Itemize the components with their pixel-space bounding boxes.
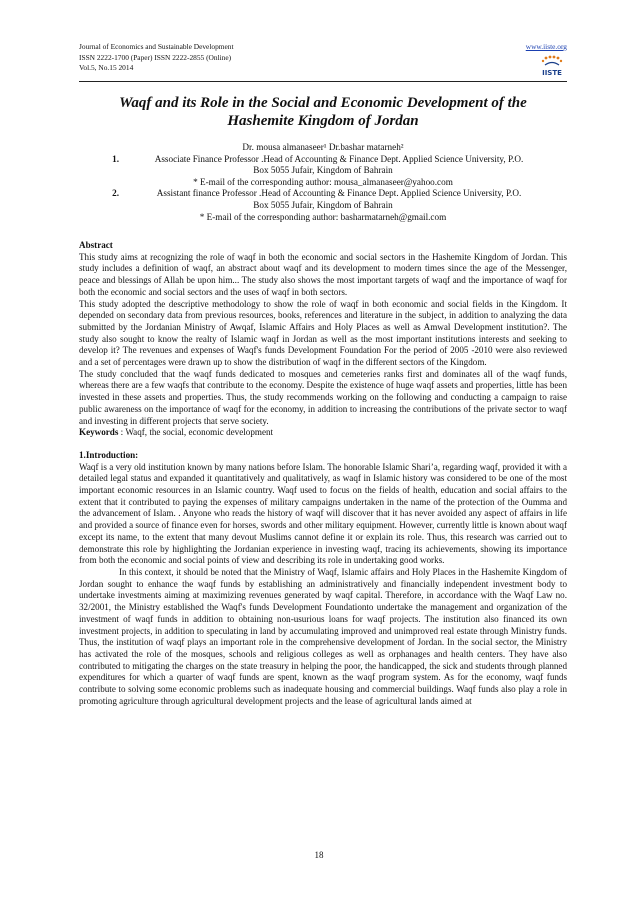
keywords-text: : Waqf, the social, economic development [118, 427, 274, 438]
issn-line: ISSN 2222-1700 (Paper) ISSN 2222-2855 (Online) [79, 52, 232, 62]
paper-title [79, 94, 567, 130]
logo-wordmark: IISTE [542, 69, 562, 77]
paper-title-line-2: Hashemite Kingdom of Jordan [227, 113, 419, 129]
introduction-paragraph-2: In this context, it should be noted that the Ministry of Waqf, Islamic affairs and Holy Places in the Hashemite Kingdom of Jordan sought to enhance the waqf funds by establishing an administratively and financially independent investment body to undertake investments aiming at maximizing revenues generated by waqf capital. Therefore, in accordance with the Waqf Law no. 32/2001, the Ministry established the Waqf's funds Development Foundationto undertake the management and organization of the investment of waqf funds in addition to obtaining non-usurious loans for waqf projects. The institution also financed its own investment projects, in addition to speculating in land by accumulating improved and unimproved real estate through Ministry funds. Thus, the institution of waqf plays an important role in the comprehensive development of Jordan. In the social sector, the Ministry has activated the role of the mosques, schools and religious colleges as well as orphanages and health centers. They have also contributed to mitigating the charges on the state treasury in helping the poor, the handicapped, the sick and students through planned expenditures for which a quarter of waqf funds are spent, known as the waqf program system. As for the economy, waqf funds contribute to solving some economic problems such as inadequate housing and commercial buildings. Waqf funds also play a role in promoting agriculture through agricultural development projects and the lease of agricultural lands aimed at [79, 566, 567, 706]
affiliation-1 [79, 154, 567, 166]
page-number: 18 [314, 850, 324, 860]
journal-header [79, 42, 234, 74]
affiliation-1-line-1: Associate Finance Professor .Head of Accounting & Finance Dept. Applied Science University, P.O. [154, 153, 524, 164]
paper-body [79, 240, 567, 707]
author-block [79, 142, 567, 223]
keywords [79, 427, 567, 439]
abstract-paragraph-2: This study adopted the descriptive methodology to show the role of waqf in both economic and social fields in the Kingdom. It depended on secondary data from previous resources, books, references and literature in the subject, in addition to analyzing the data submitted by the Jordanian Ministry of Awqaf, Islamic Affairs and Holy Places as well as Amwal Development institution?. The study also sought to know the realty of Islamic waqf in Jordan as well as the most important institutions interests and seeking to develop it? The revenues and expenses of Waqf's funds Development Foundation For the period of 2005 -2010 were also reviewed and a set of percentages were drawn up to show the distribution of waqf in the different sectors of the Kingdom. [79, 298, 567, 368]
affiliation-2-number: 2. [112, 188, 119, 199]
iiste-logo [537, 55, 567, 77]
keywords-label: Keywords [79, 427, 119, 438]
paper-title-line-1: Waqf and its Role in the Social and Economic Development of the [119, 95, 527, 111]
abstract-paragraph-3: The study concluded that the waqf funds dedicated to mosques and cemeteries ranks first and dominates all of the waqf funds, whereas there are a few waqfs that contribute to the economy. Despite the existence of huge waqf assets and properties, little has been invested in these assets and properties. Thus, the study recommends working on the following and conducting a campaign to raise public awareness on the importance of waqf for the economy, in addition to increasing the contributions of the private sector to waqf and investing in different projects that serve society. [79, 368, 567, 426]
journal-name: Journal of Economics and Sustainable Development [79, 42, 234, 51]
author-1-email: * E-mail of the corresponding author: mousa_almanaseer@yahoo.com [193, 176, 453, 187]
introduction-paragraph-1: Waqf is a very old institution known by many nations before Islam. The honorable Islamic Shari’a, regarding waqf, provided it with a detailed legal status and expanded it quantitatively and qualitatively, as waqf in Islamic history was considered to be one of the most important economic resources in an Islamic country. Waqf used to focus on the fields of health, education and social affairs to the extent that it contributed to paying the expenses of military campaigns undertaken in the name of the protection of the Oumma and the advancement of Islam. . Anyone who reads the history of waqf will discover that it has never avoided any aspect of affairs in life and provided a source of finance even for horses, swords and other military equipment. However, currently little is known about waqf except its name, to the extent that many devout Muslims cannot define it or explain its role. Thus, this research was carried out to demonstrate this role by highlighting the Jordanian experience in investing waqf, tracing its achievements, showing its importance from both the economic and social points of view and describing its role in undertaking good works. [79, 461, 567, 566]
affiliation-2-line-1: Assistant finance Professor .Head of Accounting & Finance Dept. Applied Science University, P.O. [156, 188, 522, 199]
affiliation-1-number: 1. [112, 153, 119, 164]
author-2-email: * E-mail of the corresponding author: basharmatarneh@gmail.com [199, 211, 447, 222]
abstract-paragraph-1: This study aims at recognizing the role of waqf in both the economic and social sectors in the Hashemite Kingdom of Jordan. This study includes a definition of waqf, an abstract about waqf and its development to modern times since the age of the Messenger, peace and blessings of Allah be upon him... The study also shows the most important targets of waqf and the importance of waqf for both the economic and social sectors and the uses of waqf in both sectors. [79, 251, 567, 297]
abstract-heading: Abstract [79, 240, 113, 250]
author-names: Dr. mousa almanaseer¹ Dr.bashar matarneh² [242, 142, 404, 152]
header-divider [79, 81, 567, 82]
affiliation-2-line-2: Box 5055 Jufair, Kingdom of Bahrain [253, 199, 393, 210]
affiliation-1-line-2: Box 5055 Jufair, Kingdom of Bahrain [253, 165, 393, 176]
introduction-heading: 1.Introduction: [79, 449, 139, 460]
volume-line: Vol.5, No.15 2014 [79, 63, 134, 72]
affiliation-2 [79, 188, 567, 200]
journal-url-link[interactable]: www.iiste.org [525, 42, 567, 51]
